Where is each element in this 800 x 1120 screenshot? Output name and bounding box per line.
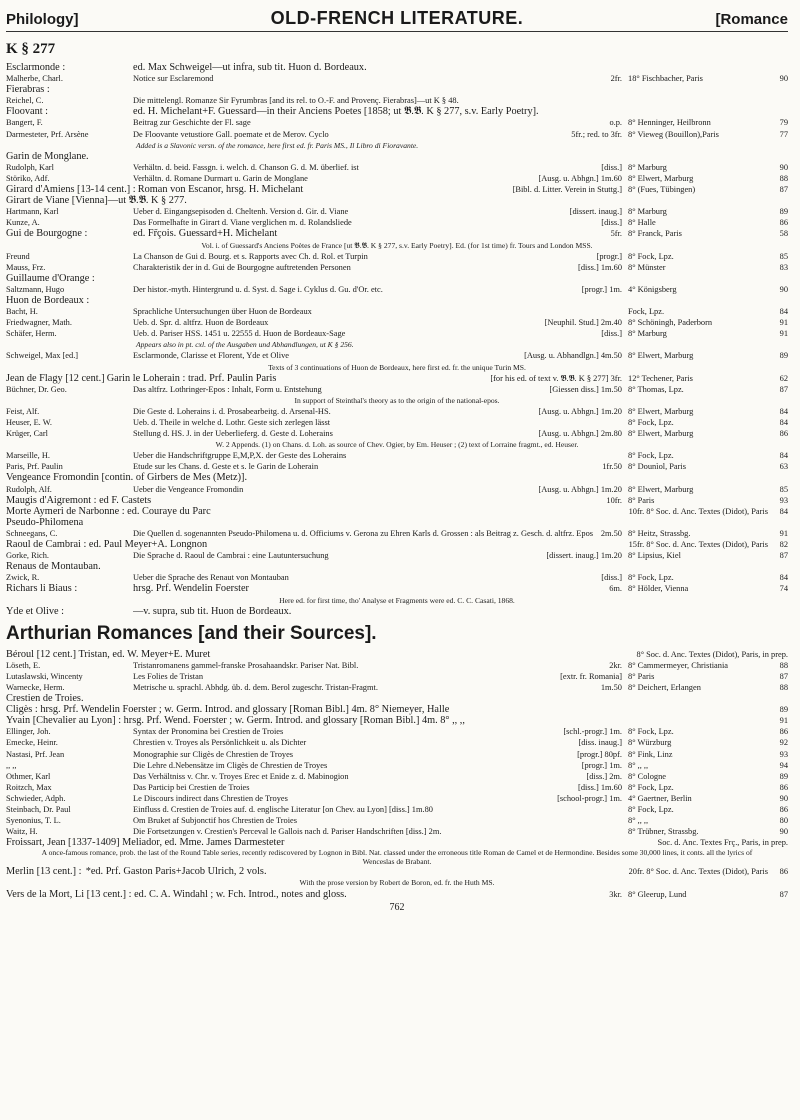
entry-title: Das Formelhafte in Girart d. Viane verglichen m. d. Rolandsliede [133, 218, 352, 228]
entry-author: Roitzch, Max [6, 782, 52, 792]
entry-title: Ueb. d. Theile in welche d. Lothr. Geste sich zerlegen lässt [133, 418, 331, 427]
entry-year: 90 [779, 793, 788, 803]
entry-title: La Chanson de Gui d. Bourg. et s. Rapports avec Ch. d. Rol. et Turpin [133, 251, 368, 261]
bibliography-entry [6, 428, 788, 439]
entry-publisher: 8° ,, ,, [628, 816, 649, 826]
entry-title: —v. supra, sub tit. Huon de Bordeaux. [133, 605, 292, 617]
entries-part1 [6, 62, 788, 184]
entry-author: Esclarmonde : [6, 62, 66, 73]
entry-year: 89 [779, 351, 788, 361]
entry-publisher: 8° Fink, Linz [628, 749, 673, 759]
entry-publisher: 8° Paris [628, 671, 655, 681]
entry-price: [diss.] 1m.60 [578, 782, 622, 792]
entry-price: [school-progr.] 1m. [557, 793, 622, 803]
entry-title: Etude sur les Chans. d. Geste et s. le Garin de Loherain [133, 462, 319, 472]
entry-price: 1m.50 [600, 682, 622, 692]
entry-publisher: 8° Fock, Lpz. [628, 805, 674, 814]
entry-price: [dissert. inaug.] 1m.20 [546, 551, 622, 561]
entry-author: Löseth, E. [6, 660, 41, 670]
entry-note: In support of Steinthal's theory as to the origin of the national-epos. [294, 395, 500, 405]
entry-jean: Jean de Flagy [12 cent.] Garin le Loherain : trad. Prf. Paulin Paris [for his ed. of text v. 𝕭.𝕭. K § 277] 3fr. 12° Techener, Paris 62 [6, 372, 788, 384]
entry-title: Ueber die Handschriftgruppe E,M,P,X. der Geste des Loherains [133, 451, 347, 461]
bibliography-entry [6, 73, 788, 84]
entry-price: 5fr.; red. to 3fr. [571, 129, 622, 139]
entry-year: 90 [779, 284, 788, 294]
entry-author: Störiko, Adf. [6, 173, 50, 183]
bibliography-entry [6, 793, 788, 804]
entry-publisher: 8° Franck, Paris [628, 229, 682, 239]
entry-title: Das Particip bei Crestien de Troies [133, 782, 250, 792]
entry-price: 2kr. [609, 660, 622, 670]
entry-publisher: 8° Fock, Lpz. [628, 727, 674, 737]
entry-price: [Ausg. u. Abhgn.] 1m.20 [538, 484, 622, 494]
entry-price: 2m.50 [600, 528, 622, 538]
bibliography-entry [6, 95, 788, 106]
bibliography-entry [6, 273, 788, 284]
entry-price: [extr. fr. Romania] [560, 671, 622, 681]
entry-author: Emecke, Heinr. [6, 738, 58, 748]
entry-title: Ueb. d. Spr. d. altfrz. Huon de Bordeaux [133, 318, 269, 328]
bibliography-entry [6, 461, 788, 472]
entry-author: Feist, Alf. [6, 406, 40, 416]
bibliography-entry [6, 417, 788, 428]
entry-year: 88 [779, 682, 788, 692]
entry-author: ,, ,, [6, 760, 17, 770]
entry-yvain: Yvain [Chevalier au Lyon] : hrsg. Prf. Wend. Foerster ; w. Germ. Introd. and glossary [Roman Bibl.] 4m. 8° ,, ,, 91 [6, 715, 788, 727]
entry-author: Floovant : [6, 106, 49, 118]
entry-author: Gorke, Rich. [6, 551, 50, 561]
entry-title: hrsg. Prf. Wendelin Foerster [133, 583, 249, 595]
bibliography-entry [6, 217, 788, 228]
entry-publisher: 8° Elwert, Marburg [628, 406, 694, 416]
entries-part4 [6, 528, 788, 539]
entry-title: Beitrag zur Geschichte der Fl. sage [133, 118, 251, 128]
entry-title: Die Lehre d.Nebensätze im Cligès de Chrestien de Troyes [133, 760, 328, 770]
entry-year: 85 [779, 251, 788, 261]
bibliography-entry [6, 472, 788, 483]
entry-price: [progr.] 80pf. [577, 749, 622, 759]
entry-title: Les Folies de Tristan [133, 671, 204, 681]
entry-price: 2fr. [610, 74, 622, 84]
entry-title: Ueber d. Eingangsepisoden d. Cheltenh. Version d. Gir. d. Viane [133, 207, 349, 217]
entry-price: [Ausg. u. Abhgn.] 1m.60 [538, 173, 622, 183]
entry-title: Stellung d. HS. J. in der Ueberlieferg. d. Geste d. Loherains [133, 429, 333, 439]
entry-author: Zwick, R. [6, 573, 40, 583]
entry-author: Mauss, Frz. [6, 262, 46, 272]
entry-author: Ellinger, Joh. [6, 727, 51, 737]
bibliography-entry [6, 760, 788, 771]
entry-vers: Vers de la Mort, Li [13 cent.] : ed. C. A. Windahl ; w. Fch. Introd., notes and gloss. 3kr. 8° Gleerup, Lund 87 [6, 888, 788, 900]
entry-raoul: Raoul de Cambrai : ed. Paul Meyer+A. Longnon 15fr. 8° Soc. d. Anc. Textes (Didot), Paris 82 [6, 539, 788, 551]
entry-year: 91 [779, 528, 788, 538]
entry-author: Steinbach, Dr. Paul [6, 805, 71, 814]
entry-publisher: 8° Schöningh, Paderborn [628, 318, 713, 328]
entry-price: [diss.] 1m.60 [578, 262, 622, 272]
entry-title: ed. Fr̃çois. Guessard+H. Michelant [133, 228, 278, 240]
bibliography-entry [6, 484, 788, 495]
entry-year: 89 [779, 771, 788, 781]
bibliography-entry [6, 129, 788, 140]
entry-price: [Ausg. u. Abhgn.] 1m.20 [538, 406, 622, 416]
merlin-note: With the prose version by Robert de Boron, ed. fr. the Huth MS. [299, 878, 495, 888]
entry-merlin: Merlin [13 cent.] : *ed. Prf. Gaston Paris+Jacob Ulrich, 2 vols. 20fr. 8° Soc. d. Anc. Textes (Didot), Paris 86 [6, 866, 788, 878]
entry-publisher: 8° Hölder, Vienna [628, 584, 689, 594]
entry-year: 84 [779, 573, 788, 583]
entry-year: 79 [779, 118, 788, 128]
entry-author: Fierabras : [6, 84, 50, 96]
entry-author: Nastasi, Prf. Jean [6, 749, 65, 759]
bibliography-entry [6, 561, 788, 572]
entry-publisher: 8° Heitz, Strassbg. [628, 528, 691, 538]
entry-author: Kunze, A. [6, 218, 40, 228]
entry-year: 80 [779, 816, 788, 826]
bibliography-entry [6, 306, 788, 317]
bibliography-entry [6, 295, 788, 306]
entry-year: 93 [779, 749, 788, 759]
entry-publisher: 8° Elwert, Marburg [628, 173, 694, 183]
entry-author: Gui de Bourgogne : [6, 228, 88, 240]
bibliography-entry [6, 173, 788, 184]
entry-year: 58 [779, 229, 788, 239]
entry-publisher: 8° ,, ,, [628, 760, 649, 770]
bibliography-entry [6, 782, 788, 793]
entry-year: 87 [779, 384, 788, 394]
entry-author: Othmer, Karl [6, 771, 51, 781]
entry-publisher: 8° Dounìol, Paris [628, 462, 687, 472]
entry-publisher: 8° Vieweg (Bouillon),Paris [628, 129, 719, 139]
entry-author: Garin de Monglane. [6, 150, 89, 162]
entry-author: Reichel, C. [6, 96, 44, 106]
entry-girard: Girard d'Amiens [13-14 cent.] : Roman von Escanor, hrsg. H. Michelant [Bibl. d. Litter. Verein in Stuttg.] 8° (Fues, Tübingen) 87 [6, 184, 788, 196]
entry-publisher: 8° Deichert, Erlangen [628, 682, 701, 692]
entry-publisher: 4° Königsberg [628, 284, 677, 294]
entries-part3 [6, 384, 788, 495]
entry-publisher: 8° Würzburg [628, 738, 672, 748]
entry-publisher: 8° Fock, Lpz. [628, 251, 674, 261]
entry-publisher: 8° Elwert, Marburg [628, 429, 694, 439]
entry-title: ed. H. Michelant+F. Guessard—in their Anciens Poetes [1858; ut 𝕭.𝕭. K § 277, s.v. Early Poetry]. [133, 106, 539, 118]
entry-price: [Ausg. u. Abhgn.] 2m.80 [538, 429, 622, 439]
entries-part6 [6, 660, 788, 704]
entry-price: o.p. [609, 118, 622, 128]
entry-price: [diss.] [601, 218, 622, 228]
bibliography-entry [6, 693, 788, 704]
entry-author: Renaus de Montauban. [6, 561, 101, 573]
entry-price: [progr.] 1m. [581, 284, 622, 294]
entry-title: Verhältn. d. beid. Fassgn. i. welch. d. Chanson G. d. M. überlief. ist [133, 162, 359, 172]
entry-publisher: 8° Fock, Lpz. [628, 451, 674, 461]
bibliography-entry [6, 284, 788, 295]
bibliography-entry [6, 804, 788, 815]
entry-price: [diss.] 2m. [586, 771, 622, 781]
entry-title: Notice sur Esclaremond [133, 74, 214, 84]
entry-publisher: 8° Münster [628, 262, 666, 272]
entries-part7 [6, 726, 788, 837]
entry-title: Das altfrz. Lothringer-Epos : Inhalt, Form u. Entstehung [133, 384, 322, 394]
bibliography-entry [6, 660, 788, 671]
entry-title: ed. Max Schweigel—ut infra, sub tit. Huon d. Bordeaux. [133, 62, 367, 73]
bibliography-entry [6, 62, 788, 73]
header-center: OLD-FRENCH LITERATURE. [270, 8, 524, 28]
entry-year: 86 [779, 727, 788, 737]
entry-cliges: Cligès : hrsg. Prf. Wendelin Foerster ; w. Germ. Introd. and glossary [Roman Bibl.] 4m. 8° Niemeyer, Halle 89 [6, 704, 788, 716]
entry-price: [diss.] [601, 329, 622, 339]
entry-year: 92 [779, 738, 788, 748]
entry-publisher: 8° Fock, Lpz. [628, 573, 674, 583]
header-right: [Romance [715, 11, 788, 28]
entry-author: Darmesteter, Prf. Arsène [6, 129, 89, 139]
running-header [6, 8, 788, 29]
header-left: Philology] [6, 11, 79, 28]
entry-title: Metrische u. sprachl. Abhdg. üb. d. dem. Berol zugeschr. Tristan-Fragmt. [133, 682, 378, 692]
entry-author: Rudolph, Karl [6, 162, 54, 172]
entry-publisher: 8° Halle [628, 218, 656, 228]
bibliography-entry [6, 262, 788, 273]
entry-year: 85 [779, 484, 788, 494]
entry-author: Krüger, Carl [6, 429, 48, 439]
bibliography-entry [6, 317, 788, 328]
entry-publisher: 8° Fock, Lpz. [628, 782, 674, 792]
entry-price: [progr.] 1m. [581, 760, 622, 770]
entry-author: Syenonius, T. L. [6, 816, 61, 826]
entries-part5 [6, 550, 788, 617]
entry-publisher: 8° Marburg [628, 162, 667, 172]
entry-year: 84 [779, 418, 788, 427]
bibliography-entry [6, 749, 788, 760]
entry-beroul: Béroul [12 cent.] Tristan, ed. W. Meyer+E. Muret 8° Soc. d. Anc. Textes (Didot), Paris, in prep. [6, 648, 788, 660]
entry-publisher: 8° Cammermeyer, Christiania [628, 660, 728, 670]
entry-year: 91 [779, 329, 788, 339]
entry-title: Chrestien v. Troyes als Persönlichkeit u. als Dichter [133, 738, 307, 748]
entry-price: [progr.] [596, 251, 622, 261]
entry-price: [dissert. inaug.] [569, 207, 622, 217]
entry-title: De Floovante vetustiore Gall. poemate et de Merov. Cyclo [133, 129, 329, 139]
entry-author: Hartmann, Karl [6, 207, 59, 217]
entry-note: Vol. i. of Guessard's Anciens Poètes de France [ut 𝕭.𝕭. K § 277, s.v. Early Poetry]. Ed. (for 1st time) fr. Tours and London MSS. [201, 240, 593, 250]
entry-title: Om Bruket af Subjonctif hos Chrestien de Troies [133, 816, 297, 826]
page-number: 762 [389, 901, 405, 913]
entry-author: Yde et Olive : [6, 605, 65, 617]
entry-year: 86 [779, 805, 788, 814]
entry-price: [schl.-progr.] 1m. [563, 727, 622, 737]
entry-publisher: Fock, Lpz. [628, 307, 665, 317]
bibliography-entry [6, 550, 788, 561]
entry-title: Sprachliche Untersuchungen über Huon de Bordeaux [133, 307, 312, 317]
arthurian-heading: Arthurian Romances [and their Sources]. [6, 622, 377, 644]
entry-year: 83 [779, 262, 788, 272]
entry-title: Das Verhältniss v. Chr. v. Troyes Erec et Enide z. d. Mabinogion [133, 771, 349, 781]
entry-author: Schäfer, Herm. [6, 329, 57, 339]
entry-year: 89 [779, 207, 788, 217]
bibliography-entry [6, 671, 788, 682]
entry-year: 90 [779, 162, 788, 172]
bibliography-entry [6, 606, 788, 617]
entry-author: Rudolph, Alf. [6, 484, 52, 494]
entry-year: 77 [779, 129, 788, 139]
entry-year: 84 [779, 451, 788, 461]
entry-price: [diss.] [601, 573, 622, 583]
entry-title: Ueb. d. Pariser HSS. 1451 u. 22555 d. Huon de Bordeaux-Sage [133, 329, 346, 339]
bibliography-entry [6, 151, 788, 162]
bibliography-entry [6, 826, 788, 837]
entry-title: Verhältn. d. Romane Durmart u. Garin de Monglane [133, 173, 308, 183]
entry-year: 86 [779, 782, 788, 792]
entry-author: Vengeance Fromondin [contin. of Girbers de Mes (Metz)]. [6, 472, 248, 484]
entry-year: 86 [779, 218, 788, 228]
entry-price: [Giessen diss.] 1m.50 [549, 384, 622, 394]
entry-author: Bacht, H. [6, 307, 38, 317]
bibliography-entry [6, 682, 788, 693]
entry-author: Crestien de Troies. [6, 693, 84, 705]
entry-year: 63 [779, 462, 788, 472]
entry-year: 87 [779, 551, 788, 561]
entry-author: Heuser, E. W. [6, 418, 52, 427]
entry-author: Schwieder, Adph. [6, 793, 66, 803]
entry-author: Bangert, F. [6, 118, 43, 128]
entry-publisher: 8° Marburg [628, 329, 667, 339]
entry-year: 94 [779, 760, 788, 770]
entry-publisher: 4° Gaertner, Berlin [628, 793, 692, 803]
entry-title: Die mittelengl. Romanze Sir Fyrumbras [and its rel. to O.-F. and Provenç. Fierabras]—ut K § 48. [133, 96, 459, 106]
entry-author: Paris, Prf. Paulin [6, 462, 63, 472]
entry-morte: Morte Aymeri de Narbonne : ed. Couraye du Parc 10fr. 8° Soc. d. Anc. Textes (Didot), Paris 84 [6, 505, 788, 517]
bibliography-entry [6, 350, 788, 361]
bibliography-entry [6, 106, 788, 117]
entry-price: 5fr. [610, 229, 622, 239]
entry-title: Le Discours indirect dans Chrestien de Troyes [133, 793, 288, 803]
entry-price: [Ausg. u. Abhandlgn.] 4m.50 [524, 351, 622, 361]
bibliography-entry [6, 726, 788, 737]
entry-year: 90 [779, 827, 788, 837]
bibliography-entry [6, 450, 788, 461]
entry-year: 74 [779, 584, 788, 594]
entry-maugis: Maugis d'Aigremont : ed F. Castets 10fr. 8° Paris 93 [6, 494, 788, 506]
froissart-note: A once-famous romance, prob. the last of the Round Table series, recently rediscovered by Lognon in Bibl. Nat. classed under the erroneous title Roman de Camel et de Hermondine. Besides some 30,000 lines, it conts. all the lyrics of Wenceslas de Brabant. [41, 848, 753, 867]
entry-title: Die Sprache d. Raoul de Cambrai : eine Lautuntersuchung [133, 551, 329, 561]
entry-froissart: Froissart, Jean [1337-1409] Meliador, ed. Mme. James Darmesteter Soc. d. Anc. Textes Frç., Paris, in prep. [6, 837, 788, 849]
entry-author: Waitz, H. [6, 827, 38, 837]
entry-title: Tristanromanens gammel-franske Prosahaandskr. Pariser Nat. Bibl. [133, 660, 359, 670]
bibliography-entry [6, 583, 788, 594]
entry-pseudo: Pseudo-Philomena [6, 516, 84, 528]
entry-price: [diss. inaug.] [578, 738, 622, 748]
bibliography-entry [6, 528, 788, 539]
section-id: K § 277 [6, 41, 56, 57]
entry-author: Schweigel, Max [ed.] [6, 351, 79, 361]
bibliography-entry [6, 815, 788, 826]
entry-price: [Neuphil. Stud.] 2m.40 [544, 318, 622, 328]
entry-title: Ueber die Sprache des Renaut von Montauban [133, 573, 289, 583]
entry-author: Büchner, Dr. Geo. [6, 384, 67, 394]
entry-author: Lutaslawski, Wincenty [6, 671, 83, 681]
entry-title: Ueber die Vengeance Fromondin [133, 484, 244, 494]
entry-publisher: 8° Cologne [628, 771, 667, 781]
entry-year: 91 [779, 318, 788, 328]
entry-note: Texts of 3 continuations of Huon de Bordeaux, here first ed. fr. the unique Turin MS. [268, 362, 526, 372]
entry-author: Richars li Biaus : [6, 583, 78, 595]
entry-title: Der histor.-myth. Hintergrund u. d. Syst. d. Sage i. Cyklus d. Gu. d'Or. etc. [133, 284, 383, 294]
entry-author: Warnecke, Herm. [6, 682, 65, 692]
entry-title: Monographie sur Cligès de Chrestien de Troyes [133, 749, 294, 759]
entry-price: 1fr.50 [602, 462, 622, 472]
entry-publisher: 8° Thomas, Lpz. [628, 384, 684, 394]
entry-author: Huon de Bordeaux : [6, 294, 90, 306]
bibliography-entry [6, 737, 788, 748]
entry-girart: Girart de Viane [Vienna]—ut 𝕭.𝕭. K § 277. [6, 195, 187, 207]
entry-publisher: 8° Trübner, Strassbg. [628, 827, 699, 837]
entry-year: 86 [779, 429, 788, 439]
entry-author: Guillaume d'Orange : [6, 272, 95, 284]
entry-price: 6m. [609, 584, 622, 594]
entry-title: Einfluss d. Crestien de Troies auf. d. englische Literatur [on Chev. au Lyon] [diss.] 1m.80 [133, 805, 433, 814]
bibliography-entry [6, 771, 788, 782]
bibliography-entry [6, 117, 788, 128]
entry-author: Marseille, H. [6, 451, 50, 461]
entry-title: Die Geste d. Loherains i. d. Prosabearbeitg. d. Arsenal-HS. [133, 406, 331, 416]
entry-author: Malherbe, Charl. [6, 74, 63, 84]
entry-year: 84 [779, 307, 788, 317]
entry-title: Syntax der Pronomina bei Crestien de Troies [133, 727, 284, 737]
entry-title: Die Quellen d. sogenannten Pseudo-Philomena u. d. Officiums v. Gerona zu Ehren Karls d. Grossen : als Beitrag z. Gesch. d. altfrz. Epos [133, 528, 594, 538]
entry-author: Friedwagner, Math. [6, 318, 72, 328]
header-rule [6, 31, 788, 32]
entry-year: 90 [779, 74, 788, 84]
bibliography-entry [6, 206, 788, 217]
entry-publisher: 8° Marburg [628, 207, 667, 217]
entry-note: Here ed. for first time, tho' Analyse et Fragments were ed. C. C. Casati, 1868. [279, 595, 515, 605]
entry-author: Schneegans, C. [6, 528, 58, 538]
entry-publisher: 8° Elwert, Marburg [628, 484, 694, 494]
entry-year: 88 [779, 660, 788, 670]
entry-publisher: 8° Henninger, Heilbronn [628, 118, 711, 128]
entry-publisher: 8° Fock, Lpz. [628, 418, 674, 427]
entry-title: Die Fortsetzungen v. Crestien's Perceval le Gallois nach d. Pariser Handschriften [diss.] 2m. [133, 827, 442, 837]
bibliography-entry [6, 84, 788, 95]
entry-year: 88 [779, 173, 788, 183]
entry-note: Appears also in pt. cxl. of the Ausgaben und Abhandlungen, ut K § 256. [136, 340, 354, 350]
entry-year: 87 [779, 671, 788, 681]
entry-publisher: 8° Elwert, Marburg [628, 351, 694, 361]
bibliography-entry [6, 572, 788, 583]
entry-title: Esclarmonde, Clarisse et Florent, Yde et Olive [133, 351, 289, 361]
bibliography-entry [6, 228, 788, 239]
entry-year: 84 [779, 406, 788, 416]
bibliography-entry [6, 384, 788, 395]
entry-note: W. 2 Appends. (1) on Chans. d. Loh. as source of Chev. Ogier, by Em. Heuser ; (2) text of Lorraine fragmt., ed. Heuser. [215, 440, 579, 450]
entries-part2 [6, 206, 788, 372]
bibliography-entry [6, 251, 788, 262]
entry-author: Saltzmann, Hugo [6, 284, 65, 294]
entry-note: Added is a Slavonic versn. of the romance, here first ed. fr. Paris MS., Il Libro di Fioravante. [136, 140, 419, 150]
entry-author: Freund [6, 251, 30, 261]
entry-price: [diss.] [601, 162, 622, 172]
entry-title: Charakteristik der in d. Gui de Bourgogne auftretenden Personen [133, 262, 351, 272]
bibliography-entry [6, 162, 788, 173]
entry-publisher: 18° Fischbacher, Paris [628, 74, 703, 84]
bibliography-entry [6, 406, 788, 417]
bibliography-entry [6, 328, 788, 339]
entry-publisher: 8° Lipsius, Kiel [628, 551, 681, 561]
